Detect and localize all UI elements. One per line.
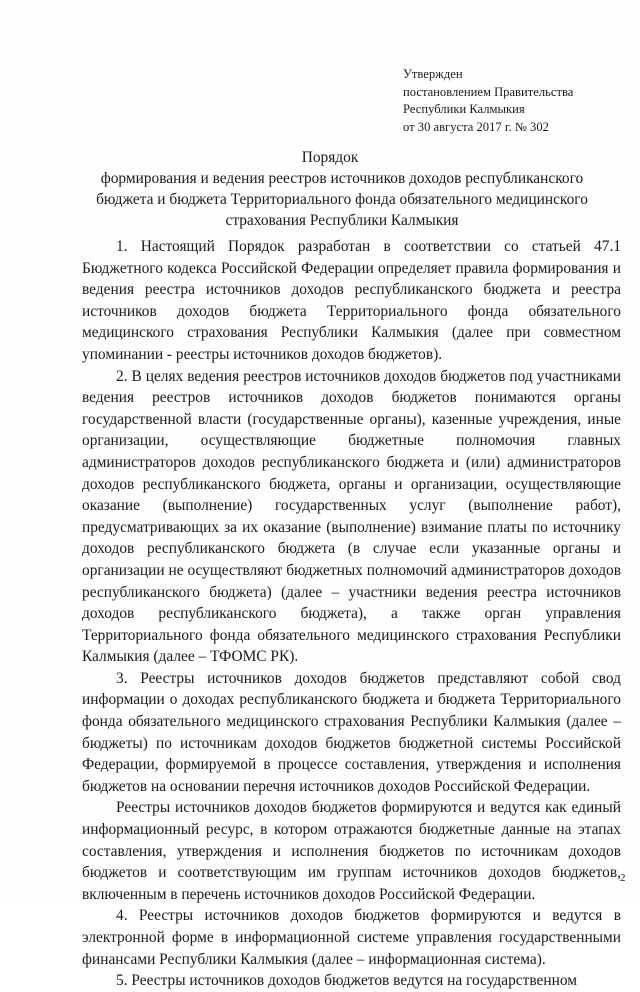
paragraph: 5. Реестры источников доходов бюджетов ведутся на государственном (116, 972, 577, 990)
paragraph: 4. Реестры источников доходов бюджетов формируются и ведутся в электронной форме в информационной системе управления государственными финансами Республики Калмыкия (далее – информационная система). (82, 907, 621, 968)
approval-line: Республики Калмыкия (403, 102, 525, 116)
page-number: 2 (620, 872, 626, 884)
paragraph: 2. В целях ведения реестров источников доходов бюджетов под участниками ведения реестров источников доходов бюджетов понимаются органы государственной власти (государственные органы), казенные учреждения, иные организации, осуществляющие бюджетные полномочия главных администраторов доходов республиканского бюджета и (или) администраторов доходов республиканского бюджета, органы и организации, осуществляющие оказание (выполнение) государственных услуг (выполнение работ), предусматривающих за их оказание (выполнение) взимание платы по источнику доходов республиканского бюджета (в случае если указанные органы и организации не осуществляют бюджетных полномочий администраторов доходов республиканского бюджета) (далее – участники ведения реестра источников доходов республиканского бюджета), а также орган управления Территориального фонда обязательного медицинского страхования Республики Калмыкия (далее – ТФОМС РК). (82, 367, 621, 666)
paragraph: 3. Реестры источников доходов бюджетов представляют собой свод информации о доходах республиканского бюджета и бюджета Территориального фонда обязательного медицинского страхования Республики Калмыкия (далее – бюджеты) по источникам доходов бюджетов бюджетной системы Российской Федерации, формируемой в процессе составления, утверждения и исполнения бюджетов на основании перечня источников доходов Российской Федерации. (82, 669, 621, 795)
approval-line: от 30 августа 2017 г. № 302 (403, 119, 549, 134)
approval-stamp (403, 66, 573, 136)
document-subtitle: формирования и ведения реестров источников доходов республиканского бюджета и бюджета Территориального фонда обязательного медицинского страхования Республики Калмыкия (96, 170, 588, 230)
document-body (82, 236, 621, 992)
paragraph: 1. Настоящий Порядок разработан в соответствии со статьей 47.1 Бюджетного кодекса Российской Федерации определяет правила формирования и ведения реестра источников доходов республиканского бюджета и реестра источников доходов бюджета Территориального фонда обязательного медицинского страхования Республики Калмыкия (далее при совместном упоминании - реестры источников доходов бюджетов). (82, 238, 621, 363)
document-title: Порядок (301, 149, 359, 166)
paragraph: Реестры источников доходов бюджетов формируются и ведутся как единый информационный ресурс, в котором отражаются бюджетные данные на этапах составления, утверждения и исполнения бюджетов по источникам доходов бюджетов и соответствующим им группам источников доходов бюджетов, включенным в перечень источников доходов Российской Федерации. (82, 799, 621, 903)
approval-line: Утвержден (403, 67, 463, 81)
approval-line: постановлением Правительства (403, 84, 574, 99)
